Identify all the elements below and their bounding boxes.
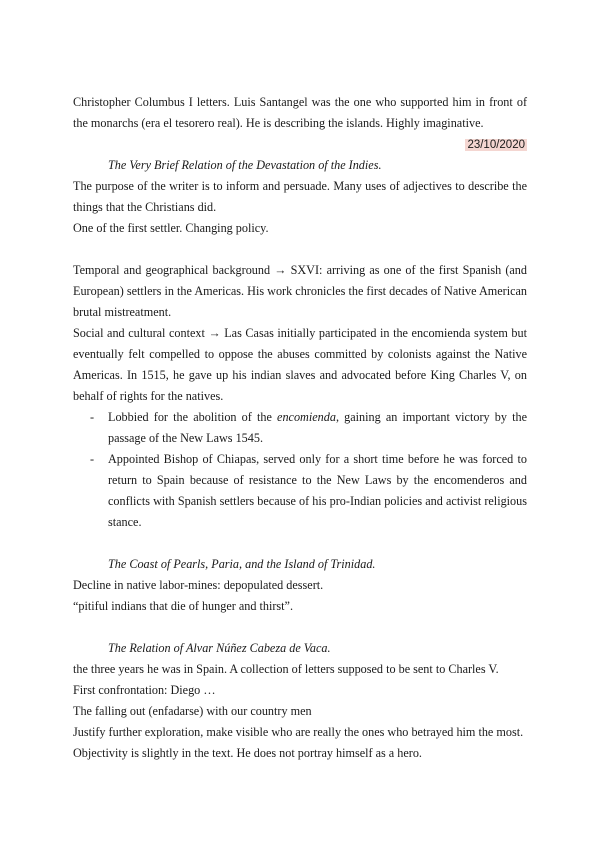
bullet1-italic: encomienda xyxy=(277,410,336,424)
document-body xyxy=(73,92,527,764)
dash-marker: - xyxy=(90,410,95,424)
three-years-line: the three years he was in Spain. A collection of letters supposed to be sent to Charles V. xyxy=(73,662,499,676)
bullet2-text: Appointed Bishop of Chiapas, served only for a short time before he was forced to return to Spain because of resistance to the New Laws by the encomenderos and conflicts with Spanish settlers because of his pro-Indian policies and activist religious stance. xyxy=(108,452,527,529)
heading-very-brief-relation: The Very Brief Relation of the Devastation of the Indies. xyxy=(108,158,382,172)
dash-list xyxy=(73,407,527,533)
objectivity-line: Objectivity is slightly in the text. He does not portray himself as a hero. xyxy=(73,746,422,760)
list-item-encomienda xyxy=(90,407,527,449)
dash-marker: - xyxy=(90,452,95,466)
bullet1-after: , gaining an important victory by the passage of the New Laws 1545. xyxy=(108,410,527,445)
blank-line xyxy=(73,239,527,260)
date-line xyxy=(73,134,527,155)
list-item-bishop xyxy=(90,449,527,533)
purpose-paragraph: The purpose of the writer is to inform and persuade. Many uses of adjectives to describe the things that the Christians did. xyxy=(73,179,527,214)
blank-line xyxy=(73,617,527,638)
columbus-paragraph: Christopher Columbus I letters. Luis Santangel was the one who supported him in front of the monarchs (era el tesorero real). He is describing the islands. Highly imaginative. xyxy=(73,95,527,130)
first-settler-line: One of the first settler. Changing policy. xyxy=(73,221,269,235)
falling-out-line: The falling out (enfadarse) with our country men xyxy=(73,704,312,718)
justify-exploration-line: Justify further exploration, make visible who are really the ones who betrayed him the most. xyxy=(73,725,524,739)
date-stamp: 23/10/2020 xyxy=(467,139,525,151)
quote-line: “pitiful indians that die of hunger and thirst”. xyxy=(73,599,293,613)
heading-coast-of-pearls: The Coast of Pearls, Paria, and the Island of Trinidad. xyxy=(108,557,376,571)
first-confrontation-line: First confrontation: Diego … xyxy=(73,683,216,697)
bullet1-before: Lobbied for the abolition of the xyxy=(108,410,278,424)
social-context-paragraph: Social and cultural context → Las Casas initially participated in the encomienda system but eventually felt compelled to oppose the abuses committed by colonists against the Native Americas. In 1515, he gave up his indian slaves and advocated before King Charles V, on behalf of rights for the natives. xyxy=(73,326,527,403)
blank-line xyxy=(73,533,527,554)
decline-line: Decline in native labor-mines: depopulated dessert. xyxy=(73,578,324,592)
heading-cabeza-de-vaca: The Relation of Alvar Núñez Cabeza de Vaca. xyxy=(108,641,331,655)
temporal-background-paragraph: Temporal and geographical background → SXVI: arriving as one of the first Spanish (and European) settlers in the Americas. His work chronicles the first decades of Native American brutal mistreatment. xyxy=(73,263,527,319)
